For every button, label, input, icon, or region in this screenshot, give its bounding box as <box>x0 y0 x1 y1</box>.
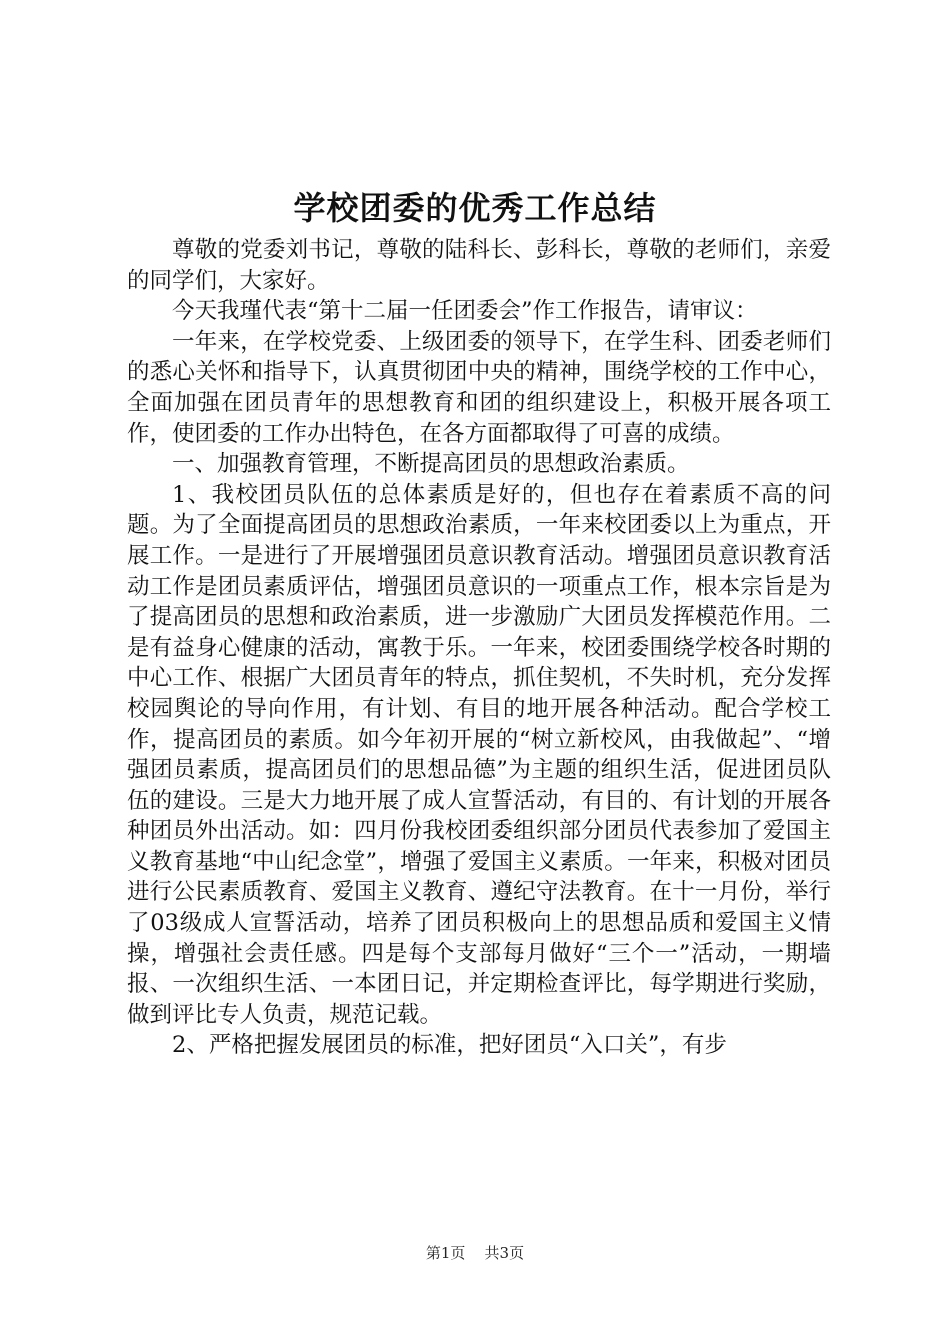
paragraph-greeting: 尊敬的党委刘书记，尊敬的陆科长、彭科长，尊敬的老师们，亲爱的同学们，大家好。 <box>127 237 831 294</box>
paragraph-item-2: 2、严格把握发展团员的标准，把好团员“入口关”，有步 <box>172 1032 727 1059</box>
page-separator <box>470 1244 480 1262</box>
document-title: 学校团委的优秀工作总结 <box>293 189 657 227</box>
page-number: 第1页 <box>425 1244 466 1262</box>
paragraph-item-1: 1、我校团员队伍的总体素质是好的，但也存在着素质不高的问题。为了全面提高团员的思想政治素质，一年来校团委以上为重点，开展工作。一是进行了开展增强团员意识教育活动。增强团员意识教育活动工作是团员素质评估，增强团员意识的一项重点工作，根本宗旨是为了提高团员的思想和政治素质，进一步激励广大团员发挥模范作用。二是有益身心健康的活动，寓教于乐。一年来，校团委围绕学校各时期的中心工作、根据广大团员青年的特点，抓住契机，不失时机，充分发挥校园舆论的导向作用，有计划、有目的地开展各种活动。配合学校工作，提高团员的素质。如今年初开展的“树立新校风，由我做起”、“增强团员素质，提高团员们的思想品德”为主题的组织生活，促进团员队伍的建设。三是大力地开展了成人宣誓活动，有目的、有计划的开展各种团员外出活动。如：四月份我校团委组织部分团员代表参加了爱国主义教育基地“中山纪念堂”，增强了爱国主义素质。一年来，积极对团员进行公民素质教育、爱国主义教育、遵纪守法教育。在十一月份，举行了03级成人宣誓活动，培养了团员积极向上的思想品质和爱国主义情操，增强社会责任感。四是每个支部每月做好“三个一”活动，一期墙报、一次组织生活、一本团日记，并定期检查评比，每学期进行奖励，做到评比专人负责，规范记载。 <box>127 481 831 1028</box>
page-footer <box>0 1243 950 1263</box>
section-heading-1: 一、加强教育管理，不断提高团员的思想政治素质。 <box>172 451 690 478</box>
page-total: 共3页 <box>484 1244 525 1262</box>
paragraph-intro: 今天我瑾代表“第十二届一任团委会”作工作报告，请审议： <box>172 298 758 325</box>
document-body <box>127 235 831 1061</box>
paragraph-overview: 一年来，在学校党委、上级团委的领导下，在学生科、团委老师们的悉心关怀和指导下，认真贯彻团中央的精神，围绕学校的工作中心，全面加强在团员青年的思想教育和团的组织建设上，积极开展各项工作，使团委的工作办出特色，在各方面都取得了可喜的成绩。 <box>127 328 831 447</box>
